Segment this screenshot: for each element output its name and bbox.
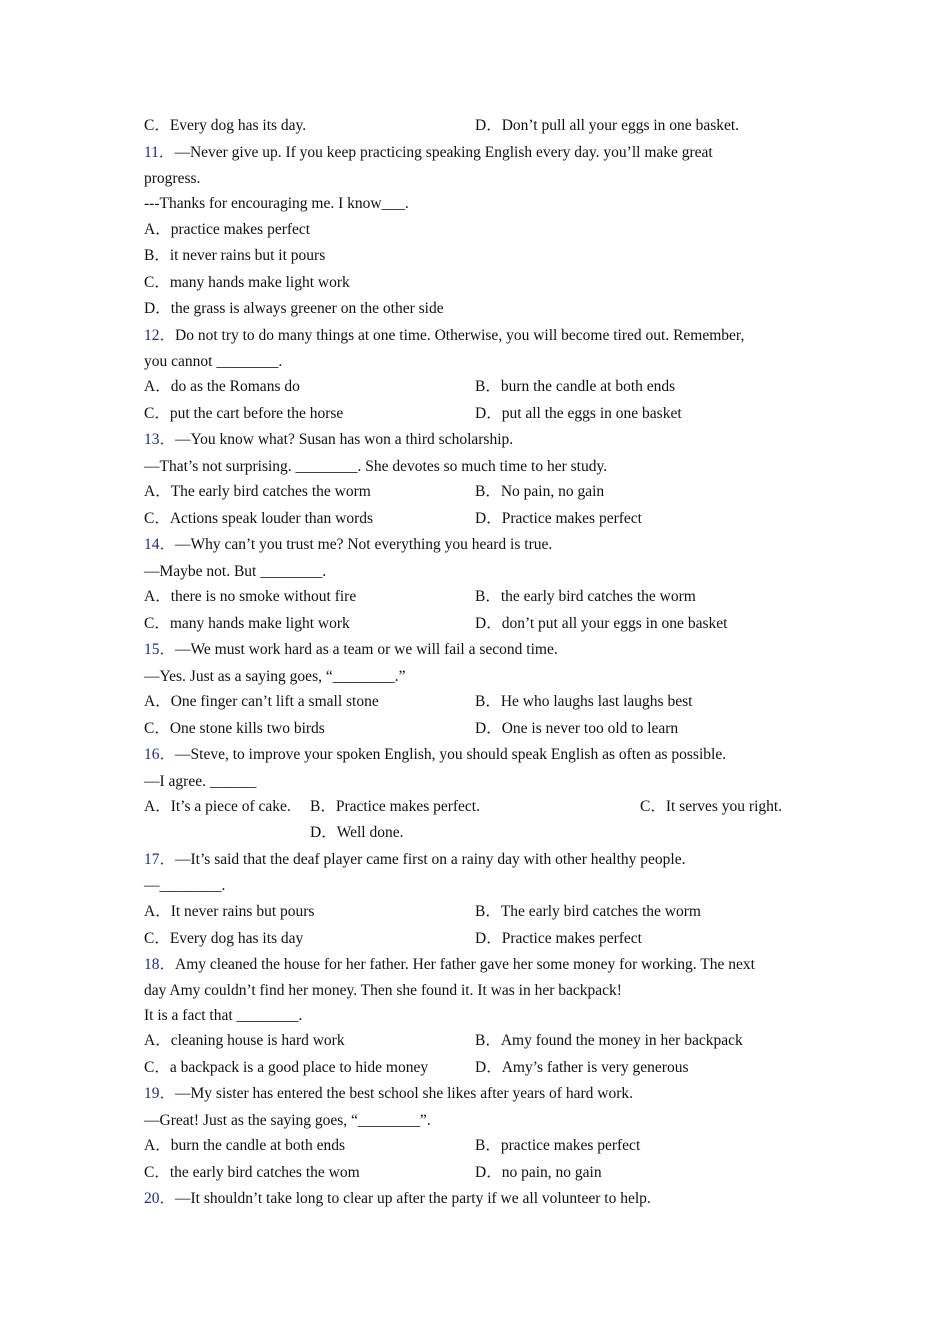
- question-18-stem: 18．Amy cleaned the house for her father. Her father gave her some money for working. The next: [144, 956, 755, 973]
- option-b: B．burn the candle at both ends: [475, 378, 676, 395]
- option-c: C．put the cart before the horse: [144, 405, 344, 422]
- prev-option-c: C．Every dog has its day.: [144, 117, 307, 134]
- option-b: B．No pain, no gain: [475, 483, 605, 500]
- option-b: B．the early bird catches the worm: [475, 588, 696, 605]
- question-number: 15．: [144, 641, 176, 658]
- option-a: A．The early bird catches the worm: [144, 483, 371, 500]
- question-number: 19．: [144, 1085, 176, 1102]
- answer-blank: ___: [381, 195, 405, 212]
- question-16-stem-cont: —I agree. ______: [144, 773, 257, 790]
- option-d: D．Well done.: [310, 824, 404, 841]
- option-d: D．Practice makes perfect: [475, 510, 642, 527]
- option-d: D．Amy’s father is very generous: [475, 1059, 689, 1076]
- option-d: D．don’t put all your eggs in one basket: [475, 615, 728, 632]
- option-c: C．Actions speak louder than words: [144, 510, 374, 527]
- option-d: D．no pain, no gain: [475, 1164, 602, 1181]
- question-12-stem: 12．Do not try to do many things at one time. Otherwise, you will become tired out. Remember,: [144, 327, 745, 344]
- question-number: 13．: [144, 431, 176, 448]
- option-b: B．practice makes perfect: [475, 1137, 641, 1154]
- question-11-dialogue: ---Thanks for encouraging me. I know___.: [144, 195, 409, 212]
- question-15-stem: 15．—We must work hard as a team or we will fail a second time.: [144, 641, 558, 658]
- question-18-stem-cont: day Amy couldn’t find her money. Then she found it. It was in her backpack!: [144, 982, 622, 999]
- option-c: C．the early bird catches the wom: [144, 1164, 360, 1181]
- option-c: C．One stone kills two birds: [144, 720, 325, 737]
- option-a: A．burn the candle at both ends: [144, 1137, 346, 1154]
- option-a: A．It’s a piece of cake.: [144, 798, 291, 815]
- question-18-stem-cont2: It is a fact that ________.: [144, 1007, 303, 1024]
- question-11-stem: 11．—Never give up. If you keep practicing speaking English every day. you’ll make great: [144, 144, 713, 161]
- question-number: 11．: [144, 144, 175, 161]
- question-number: 14．: [144, 536, 176, 553]
- prev-option-d: D．Don’t pull all your eggs in one basket.: [475, 117, 740, 134]
- option-a: A．there is no smoke without fire: [144, 588, 357, 605]
- option-b: B．it never rains but it pours: [144, 247, 326, 264]
- option-a: A．practice makes perfect: [144, 221, 311, 238]
- question-17-stem: 17．—It’s said that the deaf player came first on a rainy day with other healthy people.: [144, 851, 686, 868]
- option-d: D．Practice makes perfect: [475, 930, 642, 947]
- question-number: 18．: [144, 956, 176, 973]
- option-a: A．It never rains but pours: [144, 903, 315, 920]
- option-b: B．The early bird catches the worm: [475, 903, 701, 920]
- question-13-stem-cont: —That’s not surprising. ________. She devotes so much time to her study.: [144, 458, 608, 475]
- option-d: D．the grass is always greener on the other side: [144, 300, 444, 317]
- question-12-stem-cont: you cannot ________.: [144, 353, 283, 370]
- question-number: 17．: [144, 851, 176, 868]
- question-14-stem-cont: —Maybe not. But ________.: [144, 563, 327, 580]
- option-c: C．many hands make light work: [144, 274, 350, 291]
- question-13-stem: 13．—You know what? Susan has won a third scholarship.: [144, 431, 514, 448]
- question-number: 16．: [144, 746, 176, 763]
- option-a: A．do as the Romans do: [144, 378, 300, 395]
- question-14-stem: 14．—Why can’t you trust me? Not everything you heard is true.: [144, 536, 553, 553]
- question-number: 12．: [144, 327, 176, 344]
- question-20-stem: 20．—It shouldn’t take long to clear up after the party if we all volunteer to help.: [144, 1190, 651, 1207]
- option-b: B．He who laughs last laughs best: [475, 693, 693, 710]
- option-b: B．Practice makes perfect.: [310, 798, 480, 815]
- question-11-stem-cont: progress.: [144, 170, 201, 187]
- option-a: A．cleaning house is hard work: [144, 1032, 345, 1049]
- question-17-stem-cont: —________.: [144, 877, 226, 894]
- question-16-stem: 16．—Steve, to improve your spoken English, you should speak English as often as possible.: [144, 746, 727, 763]
- question-19-stem: 19．—My sister has entered the best school she likes after years of hard work.: [144, 1085, 633, 1102]
- question-number: 20．: [144, 1190, 176, 1207]
- option-a: A．One finger can’t lift a small stone: [144, 693, 379, 710]
- option-b: B．Amy found the money in her backpack: [475, 1032, 743, 1049]
- question-15-stem-cont: —Yes. Just as a saying goes, “________.”: [144, 668, 406, 685]
- option-c: C．many hands make light work: [144, 615, 350, 632]
- option-d: D．put all the eggs in one basket: [475, 405, 682, 422]
- option-c: C．a backpack is a good place to hide money: [144, 1059, 429, 1076]
- option-c: C．It serves you right.: [640, 798, 783, 815]
- option-c: C．Every dog has its day: [144, 930, 304, 947]
- option-d: D．One is never too old to learn: [475, 720, 679, 737]
- question-19-stem-cont: —Great! Just as the saying goes, “________”.: [144, 1112, 431, 1129]
